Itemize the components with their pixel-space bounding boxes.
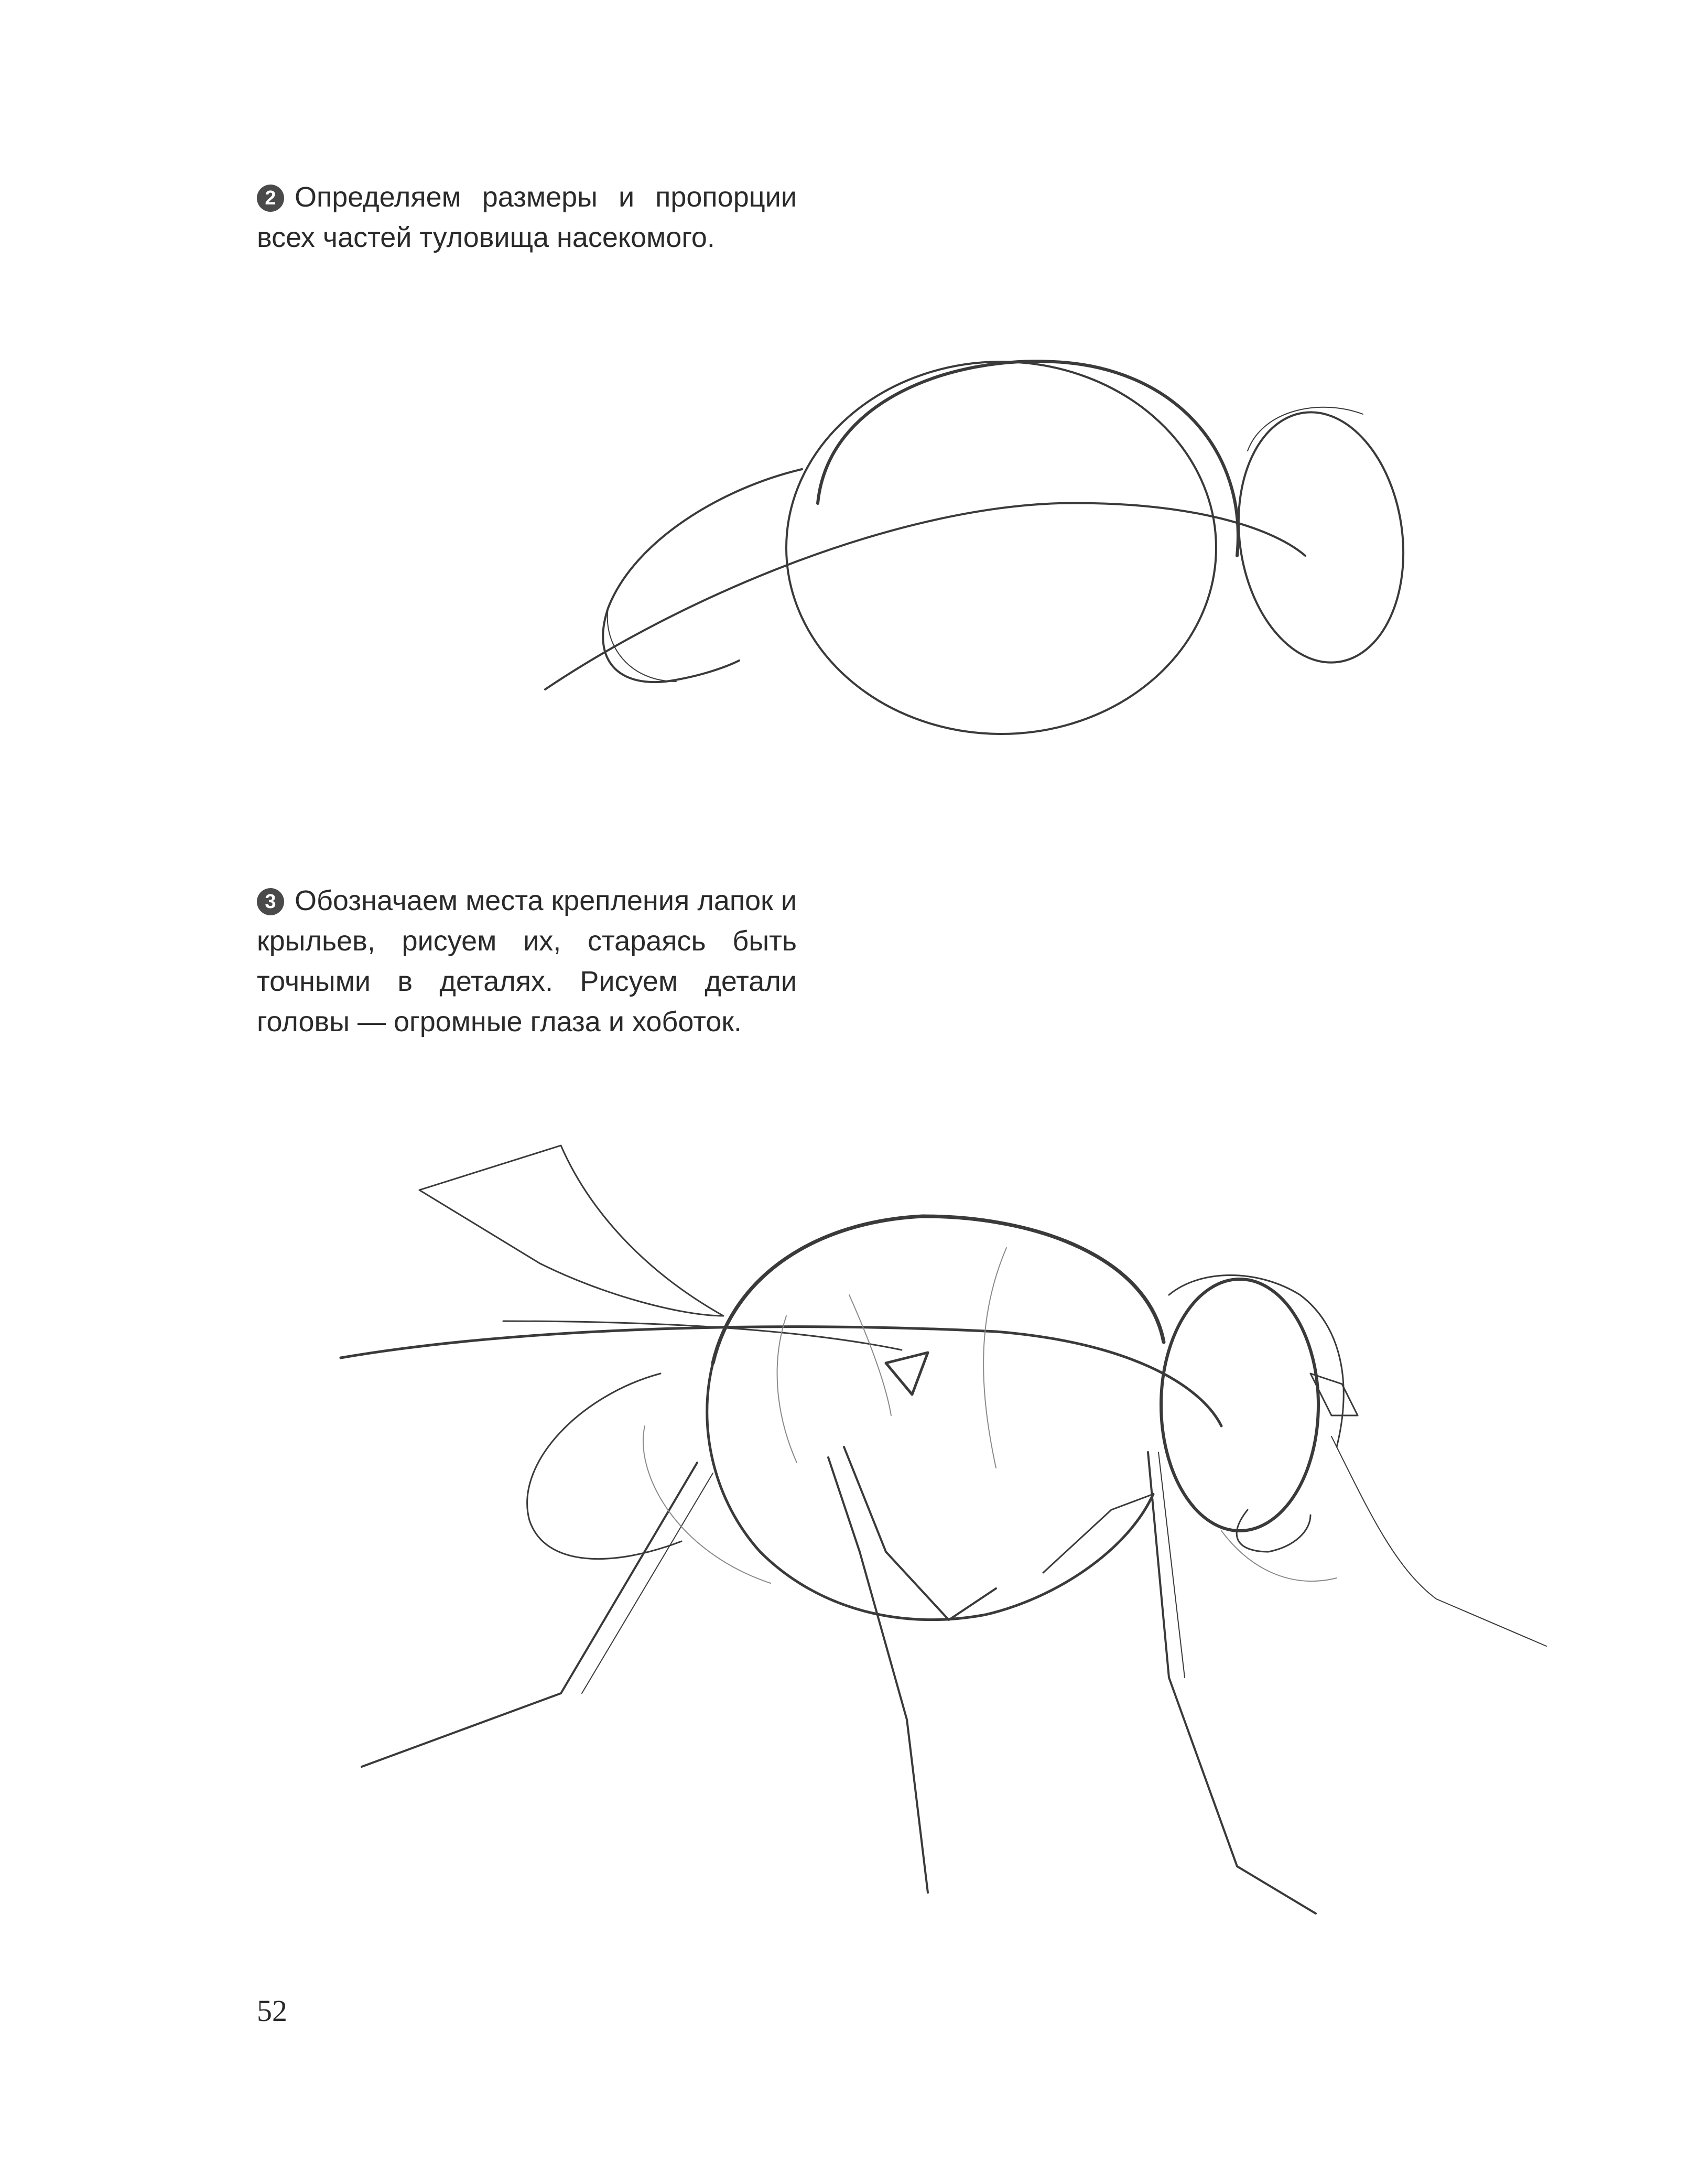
step-2-number-badge: 2 — [257, 185, 284, 212]
step-2-text: Определяем размеры и пропорции всех частей туловища насекомого. — [257, 181, 797, 253]
step-3-text: Обозначаем места крепления лапок и крыльев, рисуем их, стараясь быть точными в деталях. Рисуем детали головы — огромные глаза и хоботок. — [257, 885, 797, 1037]
page-number: 52 — [257, 1994, 287, 2028]
step-3-number-badge: 3 — [257, 888, 284, 915]
